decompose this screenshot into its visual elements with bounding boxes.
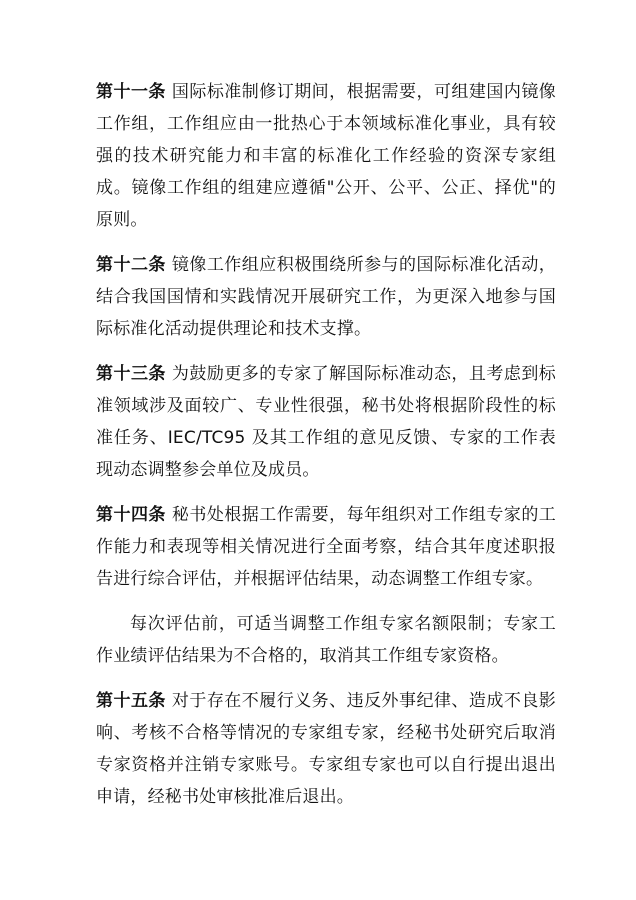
article-15 [96, 685, 556, 813]
article-text: 国际标准制修订期间，根据需要，可组建国内镜像工作组，工作组应由一批热心于本领域标准化事业，具有较强的技术研究能力和丰富的标准化工作经验的资深专家组成。镜像工作组的组建应遵循"公开、公平、公正、择优"的原则。 [96, 82, 556, 230]
article-text: 为鼓励更多的专家了解国际标准动态，且考虑到标准领域涉及面较广、专业性很强，秘书处将根据阶段性的标准任务、IEC/TC95 及其工作组的意见反馈、专家的工作表现动态调整参会单位及成员。 [96, 364, 556, 480]
document-page [96, 76, 556, 813]
article-text: 对于存在不履行义务、违反外事纪律、造成不良影响、考核不合格等情况的专家组专家，经秘书处研究后取消专家资格并注销专家账号。专家组专家也可以自行提出退出申请，经秘书处审核批准后退出。 [96, 691, 556, 807]
article-number: 第十五条 [96, 691, 166, 711]
article-13 [96, 358, 556, 486]
article-14 [96, 499, 556, 595]
article-number: 第十二条 [96, 255, 166, 275]
article-number: 第十一条 [96, 82, 166, 102]
article-11 [96, 76, 556, 236]
article-number: 第十四条 [96, 505, 166, 525]
article-text: 秘书处根据工作需要，每年组织对工作组专家的工作能力和表现等相关情况进行全面考察，结合其年度述职报告进行综合评估，并根据评估结果，动态调整工作组专家。 [96, 505, 556, 589]
article-12 [96, 249, 556, 345]
article-text: 镜像工作组应积极围绕所参与的国际标准化活动，结合我国国情和实践情况开展研究工作，为更深入地参与国际标准化活动提供理论和技术支撑。 [96, 255, 556, 339]
article-number: 第十三条 [96, 364, 166, 384]
article-14-paragraph-2: 每次评估前，可适当调整工作组专家名额限制；专家工作业绩评估结果为不合格的，取消其工作组专家资格。 [96, 614, 556, 666]
